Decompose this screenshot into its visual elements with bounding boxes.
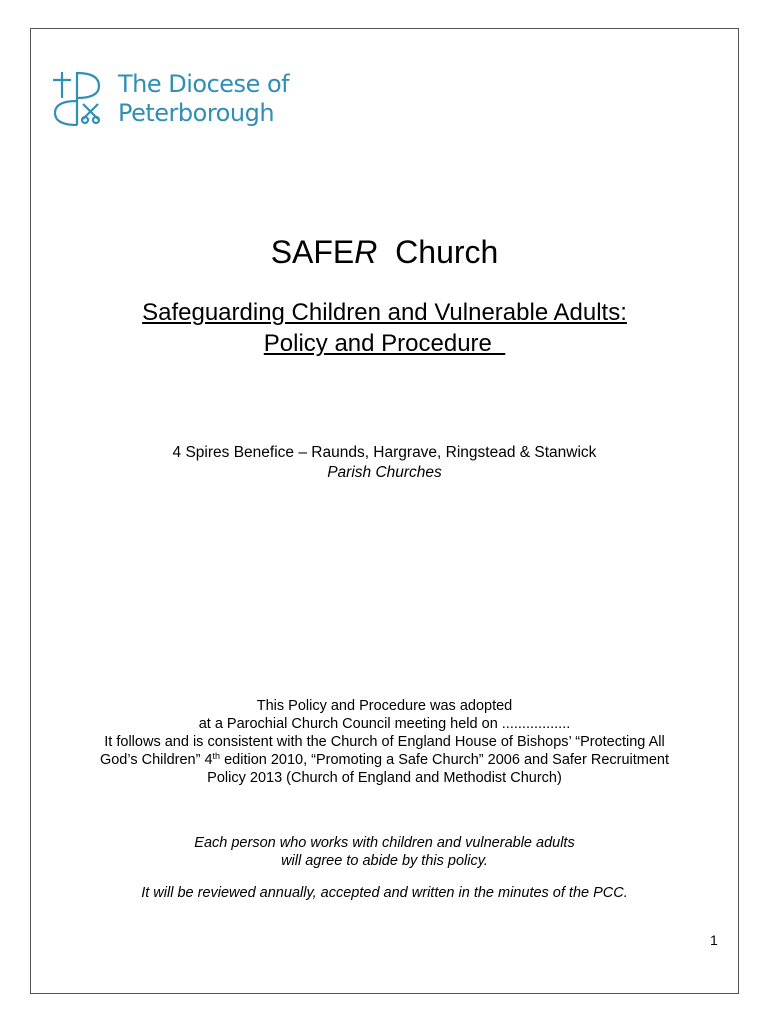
title-suffix: Church [377,234,499,270]
adoption-line4-start: God’s Children” 4 [99,752,213,768]
adoption-line3: It follows and is consistent with the Church of England House of Bishops’ “Protecting All [104,734,665,750]
adoption-line2: at a Parochial Church Council meeting held on ................. [198,716,571,732]
logo-text-line2: Peterborough [118,99,275,127]
subtitle-line1: Safeguarding Children and Vulnerable Adults: [142,299,627,326]
adoption-line5: Policy 2013 (Church of England and Methodist Church) [207,770,562,786]
agreement-statement [30,834,739,870]
agreement-line1: Each person who works with children and vulnerable adults [194,835,575,851]
adoption-line4-sup: th [212,751,221,761]
document-title [30,234,739,271]
document-subtitle [30,297,739,359]
diocese-logo [50,70,310,130]
adoption-line4-end: edition 2010, “Promoting a Safe Church” 2006 and Safer Recruitment [220,752,670,768]
diocese-cross-keys-icon [50,70,112,128]
agreement-line2: will agree to abide by this policy. [281,853,488,869]
page-number: 1 [710,932,718,948]
adoption-line1: This Policy and Procedure was adopted [256,698,513,714]
title-italic-letter: R [354,234,378,270]
adoption-line4 [30,751,739,769]
subtitle-line2: Policy and Procedure [263,330,506,357]
review-statement: It will be reviewed annually, accepted and written in the minutes of the PCC. [141,885,628,901]
benefice-line1: 4 Spires Benefice – Raunds, Hargrave, Ringstead & Stanwick [172,444,597,461]
adoption-statement [30,697,739,787]
logo-text-line1: The Diocese of [118,70,290,98]
title-prefix: SAFE [270,234,355,270]
benefice-block [30,443,739,483]
benefice-line2: Parish Churches [327,464,442,481]
